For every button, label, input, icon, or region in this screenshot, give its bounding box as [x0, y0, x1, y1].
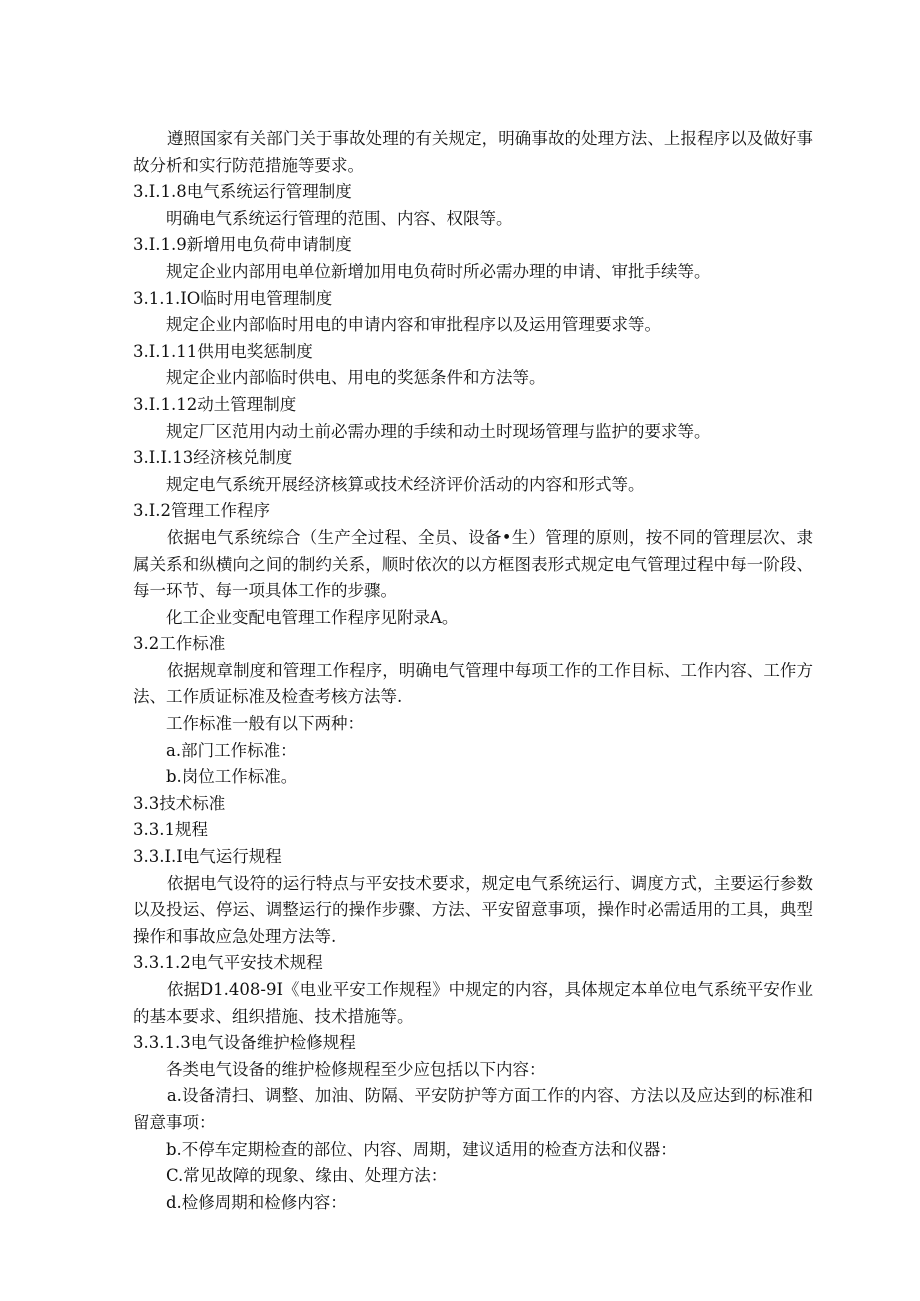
- section-heading: 3.I.I.13经济核兑制度: [133, 448, 293, 468]
- paragraph: 依据电气设符的运行特点与平安技术要求，规定电气系统运行、调度方式，主要运行参数以及投运、停运、调整运行的操作步骤、方法、平安留意事项，操作时必需适用的工具，典型操作和事故应急处理方法等.: [133, 873, 813, 946]
- paragraph: b.岗位工作标准。: [166, 767, 298, 787]
- paragraph: 规定企业内部临时用电的申请内容和审批程序以及运用管理要求等。: [166, 315, 661, 335]
- paragraph: 依据规章制度和管理工作程序，明确电气管理中每项工作的工作目标、工作内容、工作方法、工作质证标准及检查考核方法等.: [133, 660, 813, 707]
- paragraph: 化工企业变配电管理工作程序见附录A。: [166, 607, 459, 627]
- section-heading: 3.3技术标准: [133, 793, 226, 813]
- paragraph: C.常见故障的现象、缘由、处理方法：: [166, 1166, 448, 1186]
- section-heading: 3.I.1.9新增用电负荷申请制度: [133, 235, 352, 255]
- paragraph: 规定厂区范用内动土前必需办理的手续和动土时现场管理与监护的要求等。: [166, 421, 711, 441]
- section-heading: 3.1.1.IO临时用电管理制度: [133, 288, 333, 308]
- paragraph: a.部门工作标准：: [166, 740, 297, 760]
- section-heading: 3.3.1.3电气设备维护检修规程: [133, 1033, 356, 1053]
- section-heading: 3.3.I.I电气运行规程: [133, 847, 282, 867]
- paragraph: 规定企业内部用电单位新增加用电负荷时所必需办理的申请、审批手续等。: [166, 261, 711, 281]
- section-heading: 3.I.1.11供用电奖惩制度: [133, 341, 313, 361]
- paragraph: 遵照国家有关部门关于事故处理的有关规定，明确事故的处理方法、上报程序以及做好事故分析和实行防范措施等要求。: [133, 129, 813, 175]
- section-heading: 3.3.1.2电气平安技术规程: [133, 953, 323, 973]
- paragraph: 工作标准一般有以下两种：: [166, 714, 364, 734]
- paragraph: 规定企业内部临时供电、用电的奖惩条件和方法等。: [166, 368, 546, 388]
- section-heading: 3.I.1.12动土管理制度: [133, 394, 297, 414]
- paragraph: 依据D1.408-9I《电业平安工作规程》中规定的内容，具体规定本单位电气系统平安作业的基本要求、组织措施、技术措施等。: [133, 980, 813, 1026]
- paragraph: 明确电气系统运行管理的范围、内容、权限等。: [166, 208, 513, 228]
- paragraph: 规定电气系统开展经济核算或技术经济评价活动的内容和形式等。: [166, 474, 645, 494]
- section-heading: 3.2工作标准: [133, 634, 226, 654]
- section-heading: 3.3.1规程: [133, 820, 208, 840]
- paragraph: b.不停车定期检查的部位、内容、周期，建议适用的检查方法和仪器：: [166, 1139, 677, 1159]
- section-heading: 3.I.2管理工作程序: [133, 501, 271, 521]
- paragraph: d.检修周期和检修内容：: [166, 1192, 347, 1212]
- paragraph: 依据电气系统综合（生产全过程、全员、设备•生）管理的原则，按不同的管理层次、隶属关系和纵横向之间的制约关系，顺时依次的以方框图表形式规定电气管理过程中每一阶段、每一环节、每一项具体工作的步骤。: [133, 527, 813, 601]
- paragraph: 各类电气设备的维护检修规程至少应包括以下内容：: [166, 1059, 546, 1079]
- document-body: [133, 126, 813, 1216]
- section-heading: 3.I.1.8电气系统运行管理制度: [133, 182, 352, 202]
- paragraph: a.设备清扫、调整、加油、防隔、平安防护等方面工作的内容、方法以及应达到的标准和留意事项：: [133, 1086, 813, 1132]
